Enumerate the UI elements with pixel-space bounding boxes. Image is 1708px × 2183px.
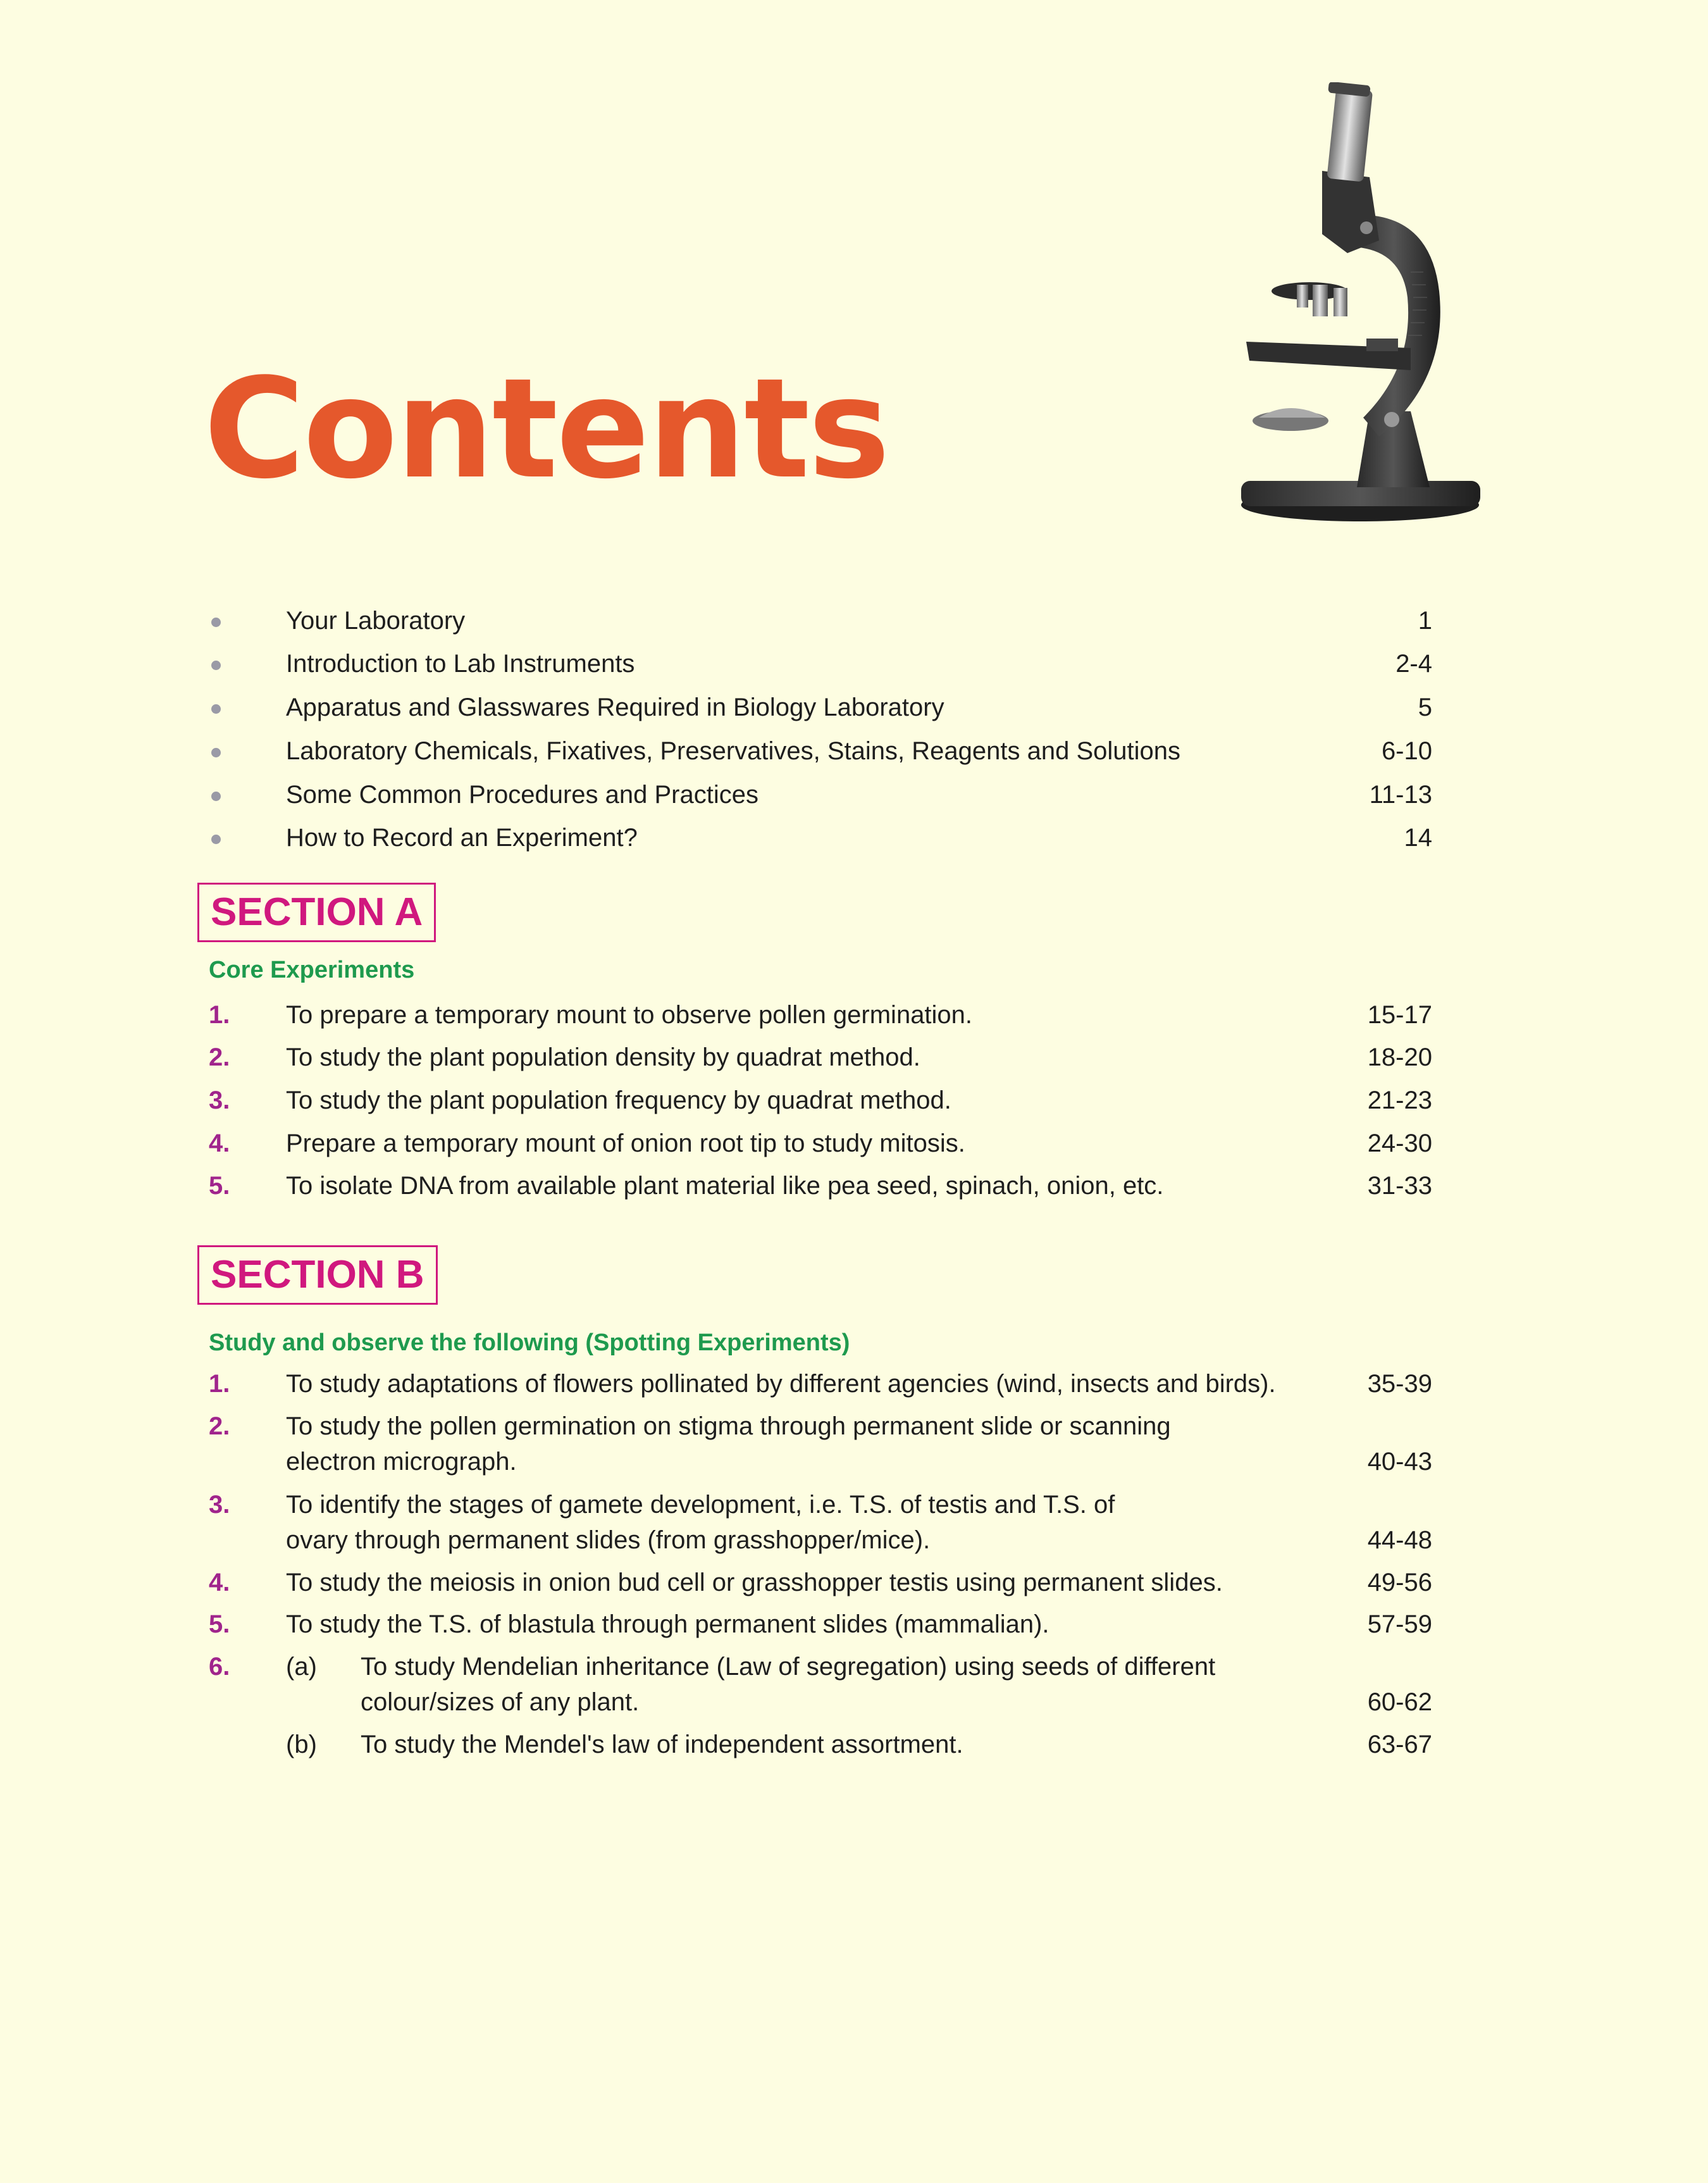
item-page: 11-13 [1369, 781, 1432, 809]
list-item [0, 1166, 1708, 1205]
list-item [0, 1364, 1708, 1403]
section-b-subheading: Study and observe the following (Spotting Experiments) [209, 1329, 850, 1356]
list-item [0, 1124, 1708, 1163]
item-page: 5 [1418, 693, 1432, 721]
item-page: 49-56 [1367, 1569, 1432, 1596]
page-title: Contents [204, 349, 889, 509]
section-b-heading: SECTION B [197, 1245, 438, 1305]
list-item [0, 995, 1708, 1035]
item-page: 1 [1418, 607, 1432, 635]
item-page: 21-23 [1367, 1086, 1432, 1114]
list-item [0, 1485, 1708, 1524]
item-text: electron micrograph. [286, 1448, 517, 1476]
list-item [0, 1081, 1708, 1120]
item-page: 35-39 [1367, 1370, 1432, 1398]
item-page: 15-17 [1367, 1001, 1432, 1029]
bullet-icon [211, 792, 221, 801]
list-item-continuation [0, 1521, 1708, 1560]
item-text: Some Common Procedures and Practices [286, 781, 758, 809]
item-number: 5. [209, 1172, 230, 1200]
list-item [0, 1647, 1708, 1686]
item-number: 6. [209, 1653, 230, 1681]
list-item-continuation [0, 1682, 1708, 1722]
list-item [0, 601, 1708, 640]
subitem-label: (a) [286, 1653, 317, 1681]
subitem-label: (b) [286, 1731, 317, 1758]
item-number: 1. [209, 1001, 230, 1029]
item-text: To study the meiosis in onion bud cell or grasshopper testis using permanent slides. [286, 1569, 1223, 1596]
item-page: 31-33 [1367, 1172, 1432, 1200]
bullet-icon [211, 704, 221, 714]
microscope-illustration [1221, 82, 1487, 525]
item-number: 2. [209, 1412, 230, 1440]
item-page: 60-62 [1367, 1688, 1432, 1716]
list-item [0, 1563, 1708, 1602]
item-number: 2. [209, 1043, 230, 1071]
list-item [0, 1038, 1708, 1077]
list-item [0, 1725, 1708, 1764]
item-text: Introduction to Lab Instruments [286, 650, 635, 678]
item-text: To prepare a temporary mount to observe pollen germination. [286, 1001, 973, 1029]
item-text: To study the T.S. of blastula through permanent slides (mammalian). [286, 1610, 1049, 1638]
item-number: 3. [209, 1491, 230, 1519]
item-text: To study Mendelian inheritance (Law of segregation) using seeds of different [361, 1653, 1216, 1681]
list-item [0, 1407, 1708, 1446]
bullet-icon [211, 835, 221, 844]
list-item [0, 775, 1708, 814]
item-number: 5. [209, 1610, 230, 1638]
item-text: Laboratory Chemicals, Fixatives, Preservatives, Stains, Reagents and Solutions [286, 737, 1181, 765]
bullet-icon [211, 748, 221, 757]
item-number: 4. [209, 1569, 230, 1596]
item-number: 3. [209, 1086, 230, 1114]
item-text: Prepare a temporary mount of onion root tip to study mitosis. [286, 1129, 965, 1157]
item-text: How to Record an Experiment? [286, 824, 638, 852]
item-text: ovary through permanent slides (from grasshopper/mice). [286, 1526, 931, 1554]
item-text: To study the Mendel's law of independent assortment. [361, 1731, 963, 1758]
item-page: 40-43 [1367, 1448, 1432, 1476]
item-page: 18-20 [1367, 1043, 1432, 1071]
item-text: Your Laboratory [286, 607, 466, 635]
bullet-icon [211, 661, 221, 670]
item-text: Apparatus and Glasswares Required in Biology Laboratory [286, 693, 944, 721]
item-page: 57-59 [1367, 1610, 1432, 1638]
item-text: To isolate DNA from available plant material like pea seed, spinach, onion, etc. [286, 1172, 1164, 1200]
item-text: To study adaptations of flowers pollinated by different agencies (wind, insects and birds). [286, 1370, 1276, 1398]
list-item [0, 731, 1708, 771]
list-item [0, 644, 1708, 683]
list-item [0, 688, 1708, 727]
bullet-icon [211, 618, 221, 627]
item-text: To study the plant population frequency by quadrat method. [286, 1086, 951, 1114]
item-text: To study the plant population density by quadrat method. [286, 1043, 920, 1071]
item-text: To identify the stages of gamete development, i.e. T.S. of testis and T.S. of [286, 1491, 1115, 1519]
item-text: colour/sizes of any plant. [361, 1688, 640, 1716]
item-number: 4. [209, 1129, 230, 1157]
item-page: 14 [1404, 824, 1432, 852]
item-page: 24-30 [1367, 1129, 1432, 1157]
section-a-subheading: Core Experiments [209, 957, 415, 983]
item-page: 63-67 [1367, 1731, 1432, 1758]
list-item [0, 818, 1708, 857]
item-text: To study the pollen germination on stigma through permanent slide or scanning [286, 1412, 1171, 1440]
list-item [0, 1605, 1708, 1644]
section-a-heading: SECTION A [197, 883, 436, 942]
item-number: 1. [209, 1370, 230, 1398]
list-item-continuation [0, 1442, 1708, 1481]
item-page: 44-48 [1367, 1526, 1432, 1554]
item-page: 2-4 [1395, 650, 1432, 678]
item-page: 6-10 [1381, 737, 1432, 765]
